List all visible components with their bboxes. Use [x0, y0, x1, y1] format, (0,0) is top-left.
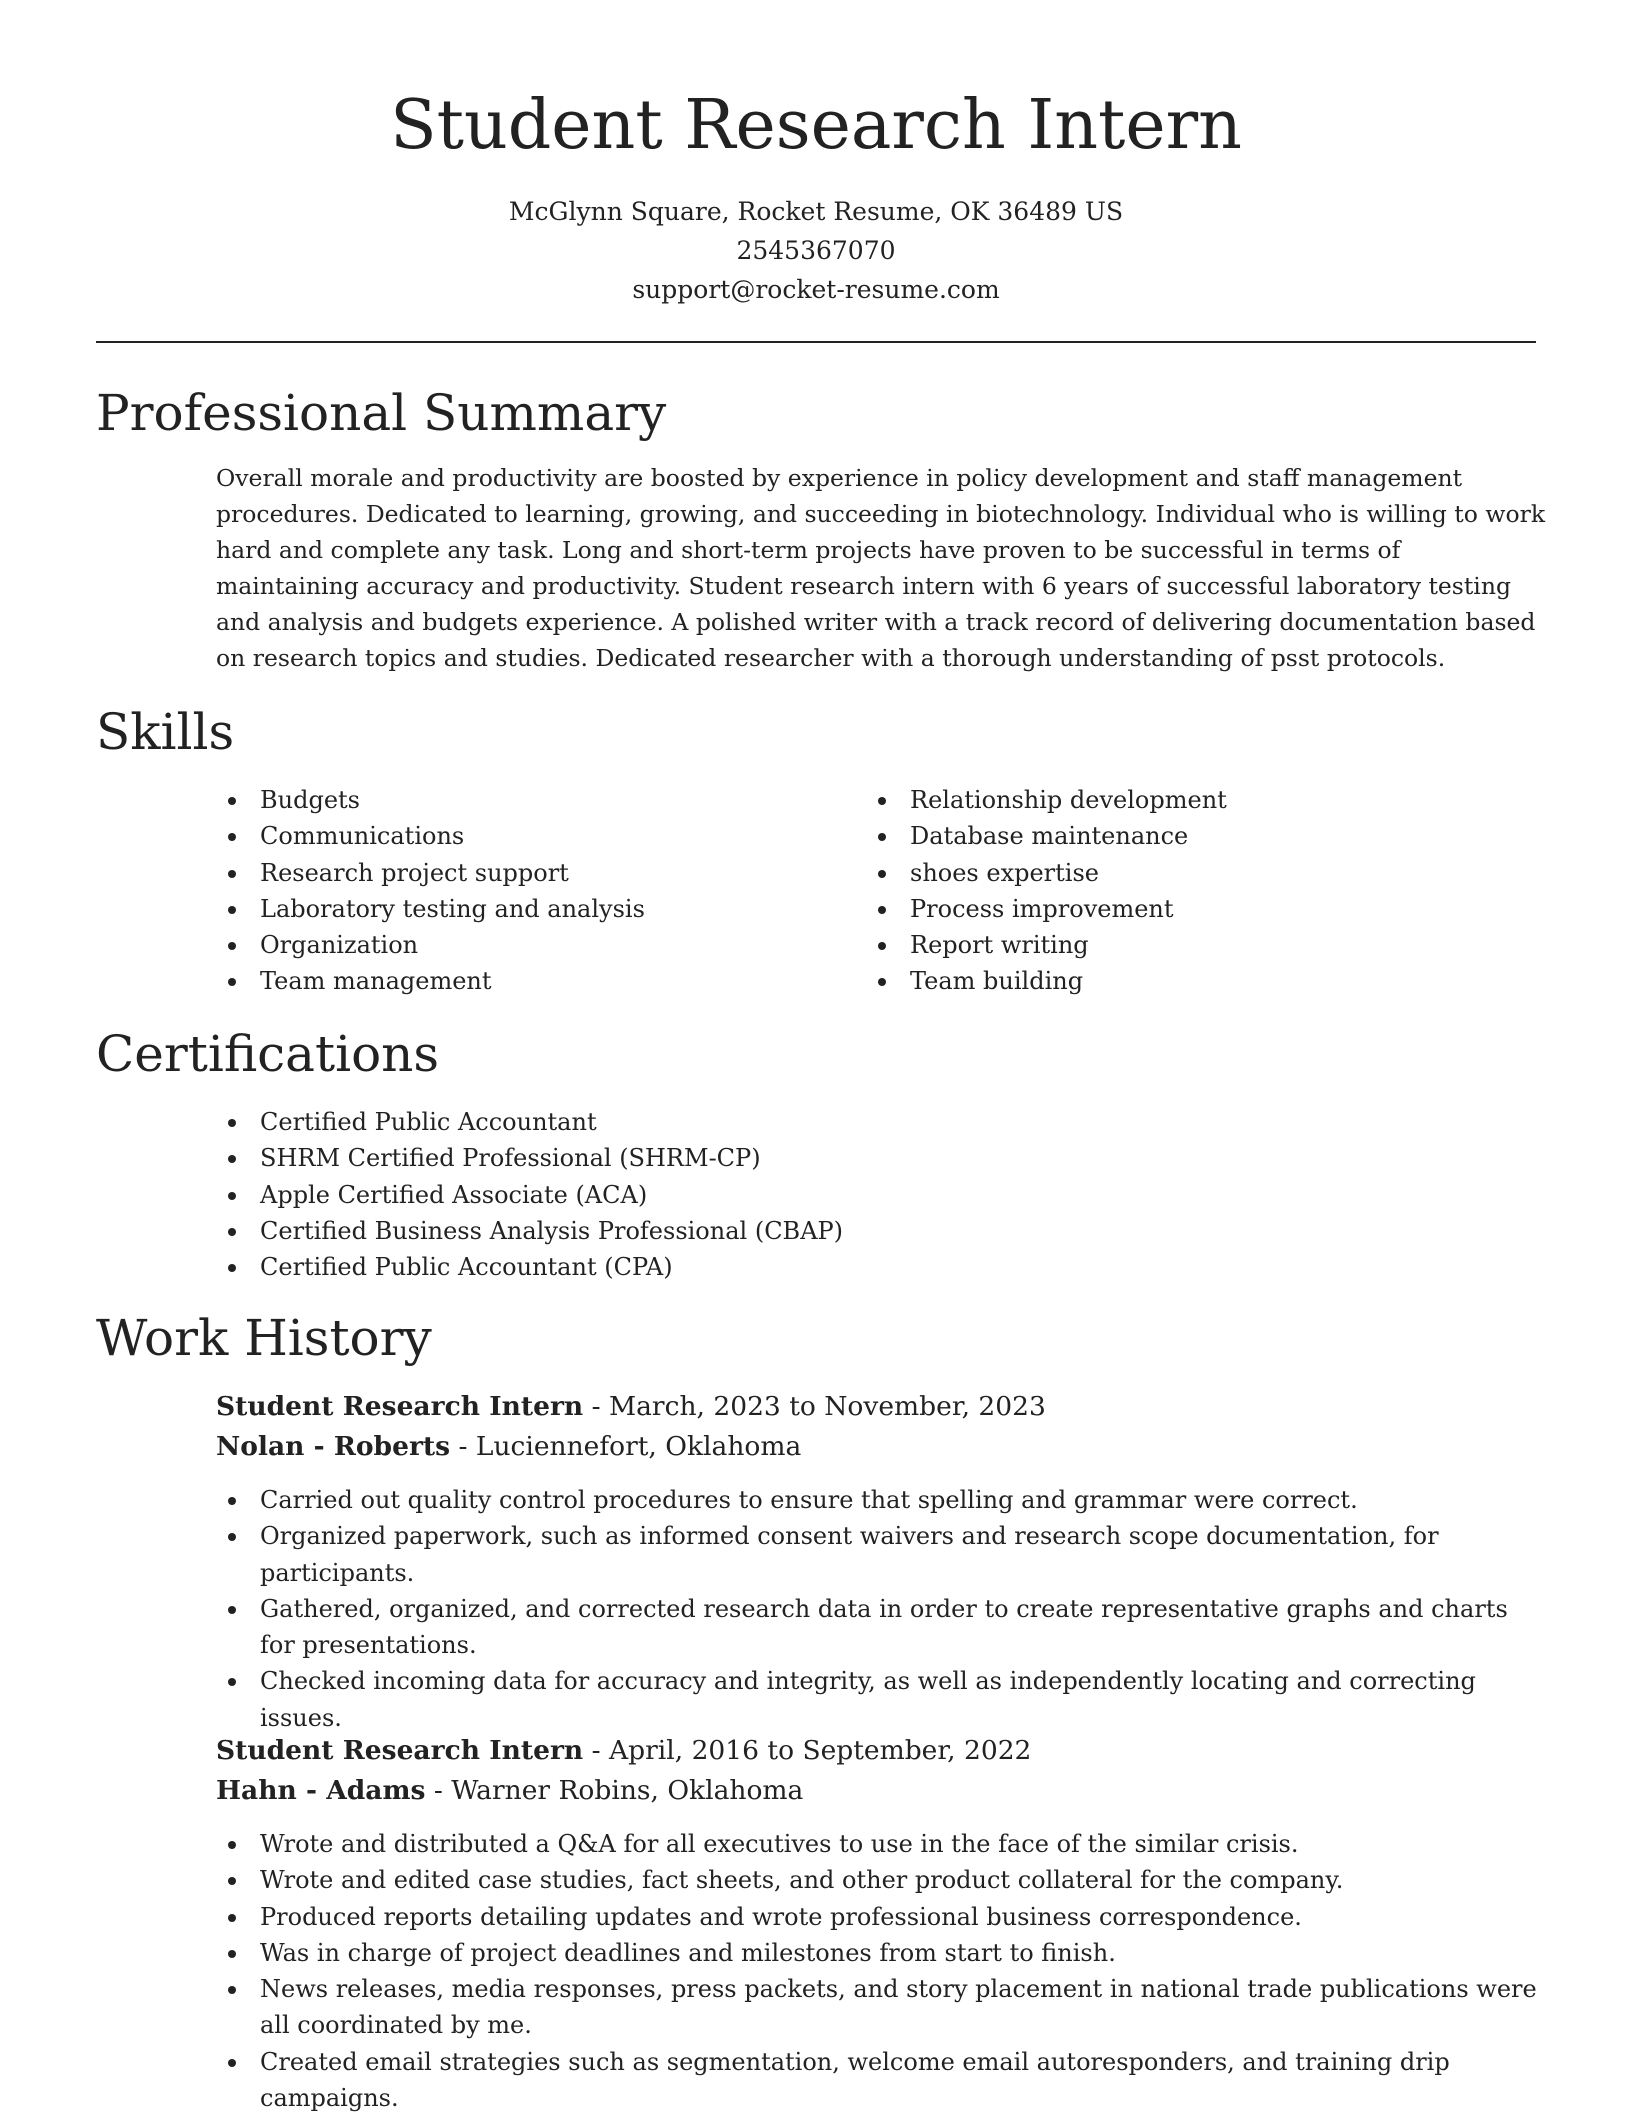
job-role: Student Research Intern [216, 1735, 584, 1766]
contact-block [96, 192, 1536, 309]
skill-item: Process improvement [866, 891, 1486, 927]
job-bullet: Was in charge of project deadlines and milestones from start to finish. [216, 1935, 1546, 1971]
contact-email: support@rocket-resume.com [632, 275, 1000, 304]
skills-list-left [216, 782, 836, 1000]
contact-phone: 2545367070 [736, 236, 896, 265]
summary-text: Overall morale and productivity are boosted by experience in policy development and staff management procedures. Dedicated to learning, growing, and succeeding in biotechnology. Individual who is willing to work hard and complete any task. Long and short-term projects have proven to be successful in terms of maintaining accuracy and productivity. Student research intern with 6 years of successful laboratory testing and analysis and budgets experience. A polished writer with a track record of delivering documentation based on research topics and studies. Dedicated researcher with a thorough understanding of psst protocols. [216, 464, 1546, 672]
summary-heading: Professional Summary [96, 384, 667, 442]
job-title-line: Student Research Intern - March, 2023 to November, 2023 [216, 1391, 1046, 1422]
skill-item: Communications [216, 818, 836, 854]
skill-item: Budgets [216, 782, 836, 818]
job-bullet: Organized paperwork, such as informed consent waivers and research scope documentation, for participants. [216, 1518, 1546, 1591]
job-bullet: Carried out quality control procedures to ensure that spelling and grammar were correct. [216, 1482, 1546, 1518]
contact-address: McGlynn Square, Rocket Resume, OK 36489 US [508, 197, 1124, 226]
header-divider [96, 341, 1536, 343]
job-bullets [216, 1482, 1546, 1736]
job-company: Nolan - Roberts [216, 1431, 451, 1462]
skill-item: Team management [216, 963, 836, 999]
skill-item: Research project support [216, 855, 836, 891]
work-history-heading: Work History [96, 1309, 432, 1367]
skills-list-right [866, 782, 1486, 1000]
job-bullet: Wrote and edited case studies, fact sheets, and other product collateral for the company. [216, 1862, 1546, 1898]
job-dates: April, 2016 to September, 2022 [609, 1735, 1032, 1766]
skill-item: Relationship development [866, 782, 1486, 818]
candidate-name: Student Research Intern [390, 86, 1242, 165]
job-bullet: Created email strategies such as segmentation, welcome email autoresponders, and training drip campaigns. [216, 2044, 1546, 2116]
certification-item: Certified Business Analysis Professional (CBAP) [216, 1213, 1516, 1249]
job-location: Luciennefort, Oklahoma [475, 1431, 802, 1462]
certification-item: Certified Public Accountant [216, 1104, 1516, 1140]
job-company-line: Nolan - Roberts - Luciennefort, Oklahoma [216, 1431, 802, 1462]
skill-item: Team building [866, 963, 1486, 999]
skill-item: Database maintenance [866, 818, 1486, 854]
job-bullet: Checked incoming data for accuracy and integrity, as well as independently locating and correcting issues. [216, 1663, 1546, 1736]
job-role: Student Research Intern [216, 1391, 584, 1422]
certification-item: SHRM Certified Professional (SHRM-CP) [216, 1140, 1516, 1176]
certifications-list [216, 1104, 1516, 1285]
job-company: Hahn - Adams [216, 1775, 426, 1806]
job-bullets [216, 1826, 1546, 2116]
certification-item: Apple Certified Associate (ACA) [216, 1177, 1516, 1213]
skill-item: Organization [216, 927, 836, 963]
certifications-heading: Certifications [96, 1025, 440, 1083]
skill-item: shoes expertise [866, 855, 1486, 891]
certification-item: Certified Public Accountant (CPA) [216, 1249, 1516, 1285]
skill-item: Report writing [866, 927, 1486, 963]
job-company-line: Hahn - Adams - Warner Robins, Oklahoma [216, 1775, 804, 1806]
job-bullet: Gathered, organized, and corrected research data in order to create representative graphs and charts for presentations. [216, 1591, 1546, 1664]
job-bullet: Produced reports detailing updates and wrote professional business correspondence. [216, 1899, 1546, 1935]
job-title-line: Student Research Intern - April, 2016 to September, 2022 [216, 1735, 1032, 1766]
job-bullet: Wrote and distributed a Q&A for all executives to use in the face of the similar crisis. [216, 1826, 1546, 1862]
job-bullet: News releases, media responses, press packets, and story placement in national trade publications were all coordinated by me. [216, 1971, 1546, 2044]
job-location: Warner Robins, Oklahoma [451, 1775, 804, 1806]
skills-heading: Skills [96, 703, 235, 761]
skill-item: Laboratory testing and analysis [216, 891, 836, 927]
job-dates: March, 2023 to November, 2023 [609, 1391, 1046, 1422]
